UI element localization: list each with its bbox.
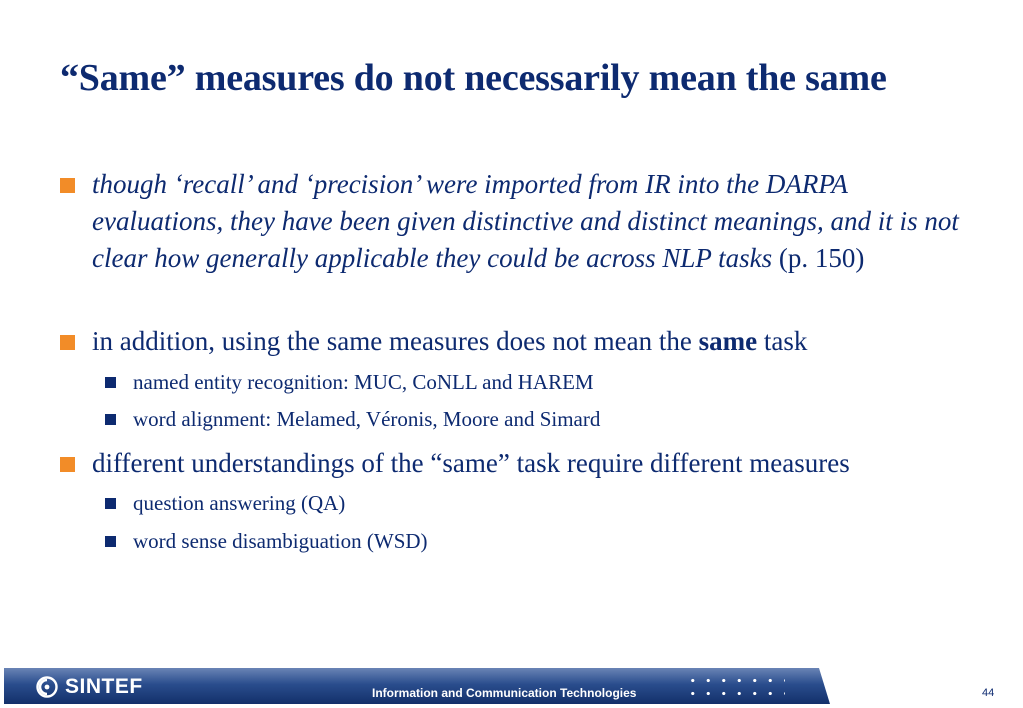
bullet-different-understandings-text: different understandings of the “same” task require different measures: [92, 448, 850, 478]
sub-bullet: [105, 404, 975, 434]
orange-square-bullet-icon: [60, 457, 75, 472]
footer-department: Information and Communication Technologies: [372, 686, 637, 700]
sintef-logo-icon: [36, 676, 58, 698]
sub-bullet-text: word alignment: Melamed, Véronis, Moore and Simard: [133, 407, 601, 431]
sub-bullet: [105, 526, 975, 556]
bullet-same-measures: [60, 323, 980, 360]
sintef-logo: [36, 674, 143, 700]
sub-bullet-text: question answering (QA): [133, 491, 346, 515]
logo-text: SINTEF: [65, 675, 143, 698]
footer-dots-decoration: [685, 674, 785, 700]
text-after: task: [757, 326, 808, 356]
sub-bullet-text: named entity recognition: MUC, CoNLL and HAREM: [133, 370, 594, 394]
navy-square-bullet-icon: [105, 536, 116, 547]
bullet-different-understandings: [60, 445, 980, 482]
slide-title: “Same” measures do not necessarily mean the same: [60, 57, 887, 99]
navy-square-bullet-icon: [105, 377, 116, 388]
sub-bullet-text: word sense disambiguation (WSD): [133, 529, 428, 553]
sub-bullet: [105, 488, 975, 518]
sub-bullet: [105, 367, 975, 397]
orange-square-bullet-icon: [60, 335, 75, 350]
bullet-quote: [60, 166, 980, 277]
citation-text: (p. 150): [772, 243, 865, 273]
bullet-quote-text: [92, 166, 980, 277]
page-number: 44: [982, 687, 995, 699]
bullet-same-measures-text: [92, 323, 980, 360]
text-before: in addition, using the same measures does not mean the: [92, 326, 699, 356]
quote-text: though ‘recall’ and ‘precision’ were imported from IR into the DARPA evaluations, they have been given distinctive and distinct meanings, and it is not clear how generally applicable they could be across NLP tasks: [92, 169, 959, 273]
navy-square-bullet-icon: [105, 498, 116, 509]
orange-square-bullet-icon: [60, 178, 75, 193]
navy-square-bullet-icon: [105, 414, 116, 425]
emphasis-text: same: [698, 326, 758, 356]
